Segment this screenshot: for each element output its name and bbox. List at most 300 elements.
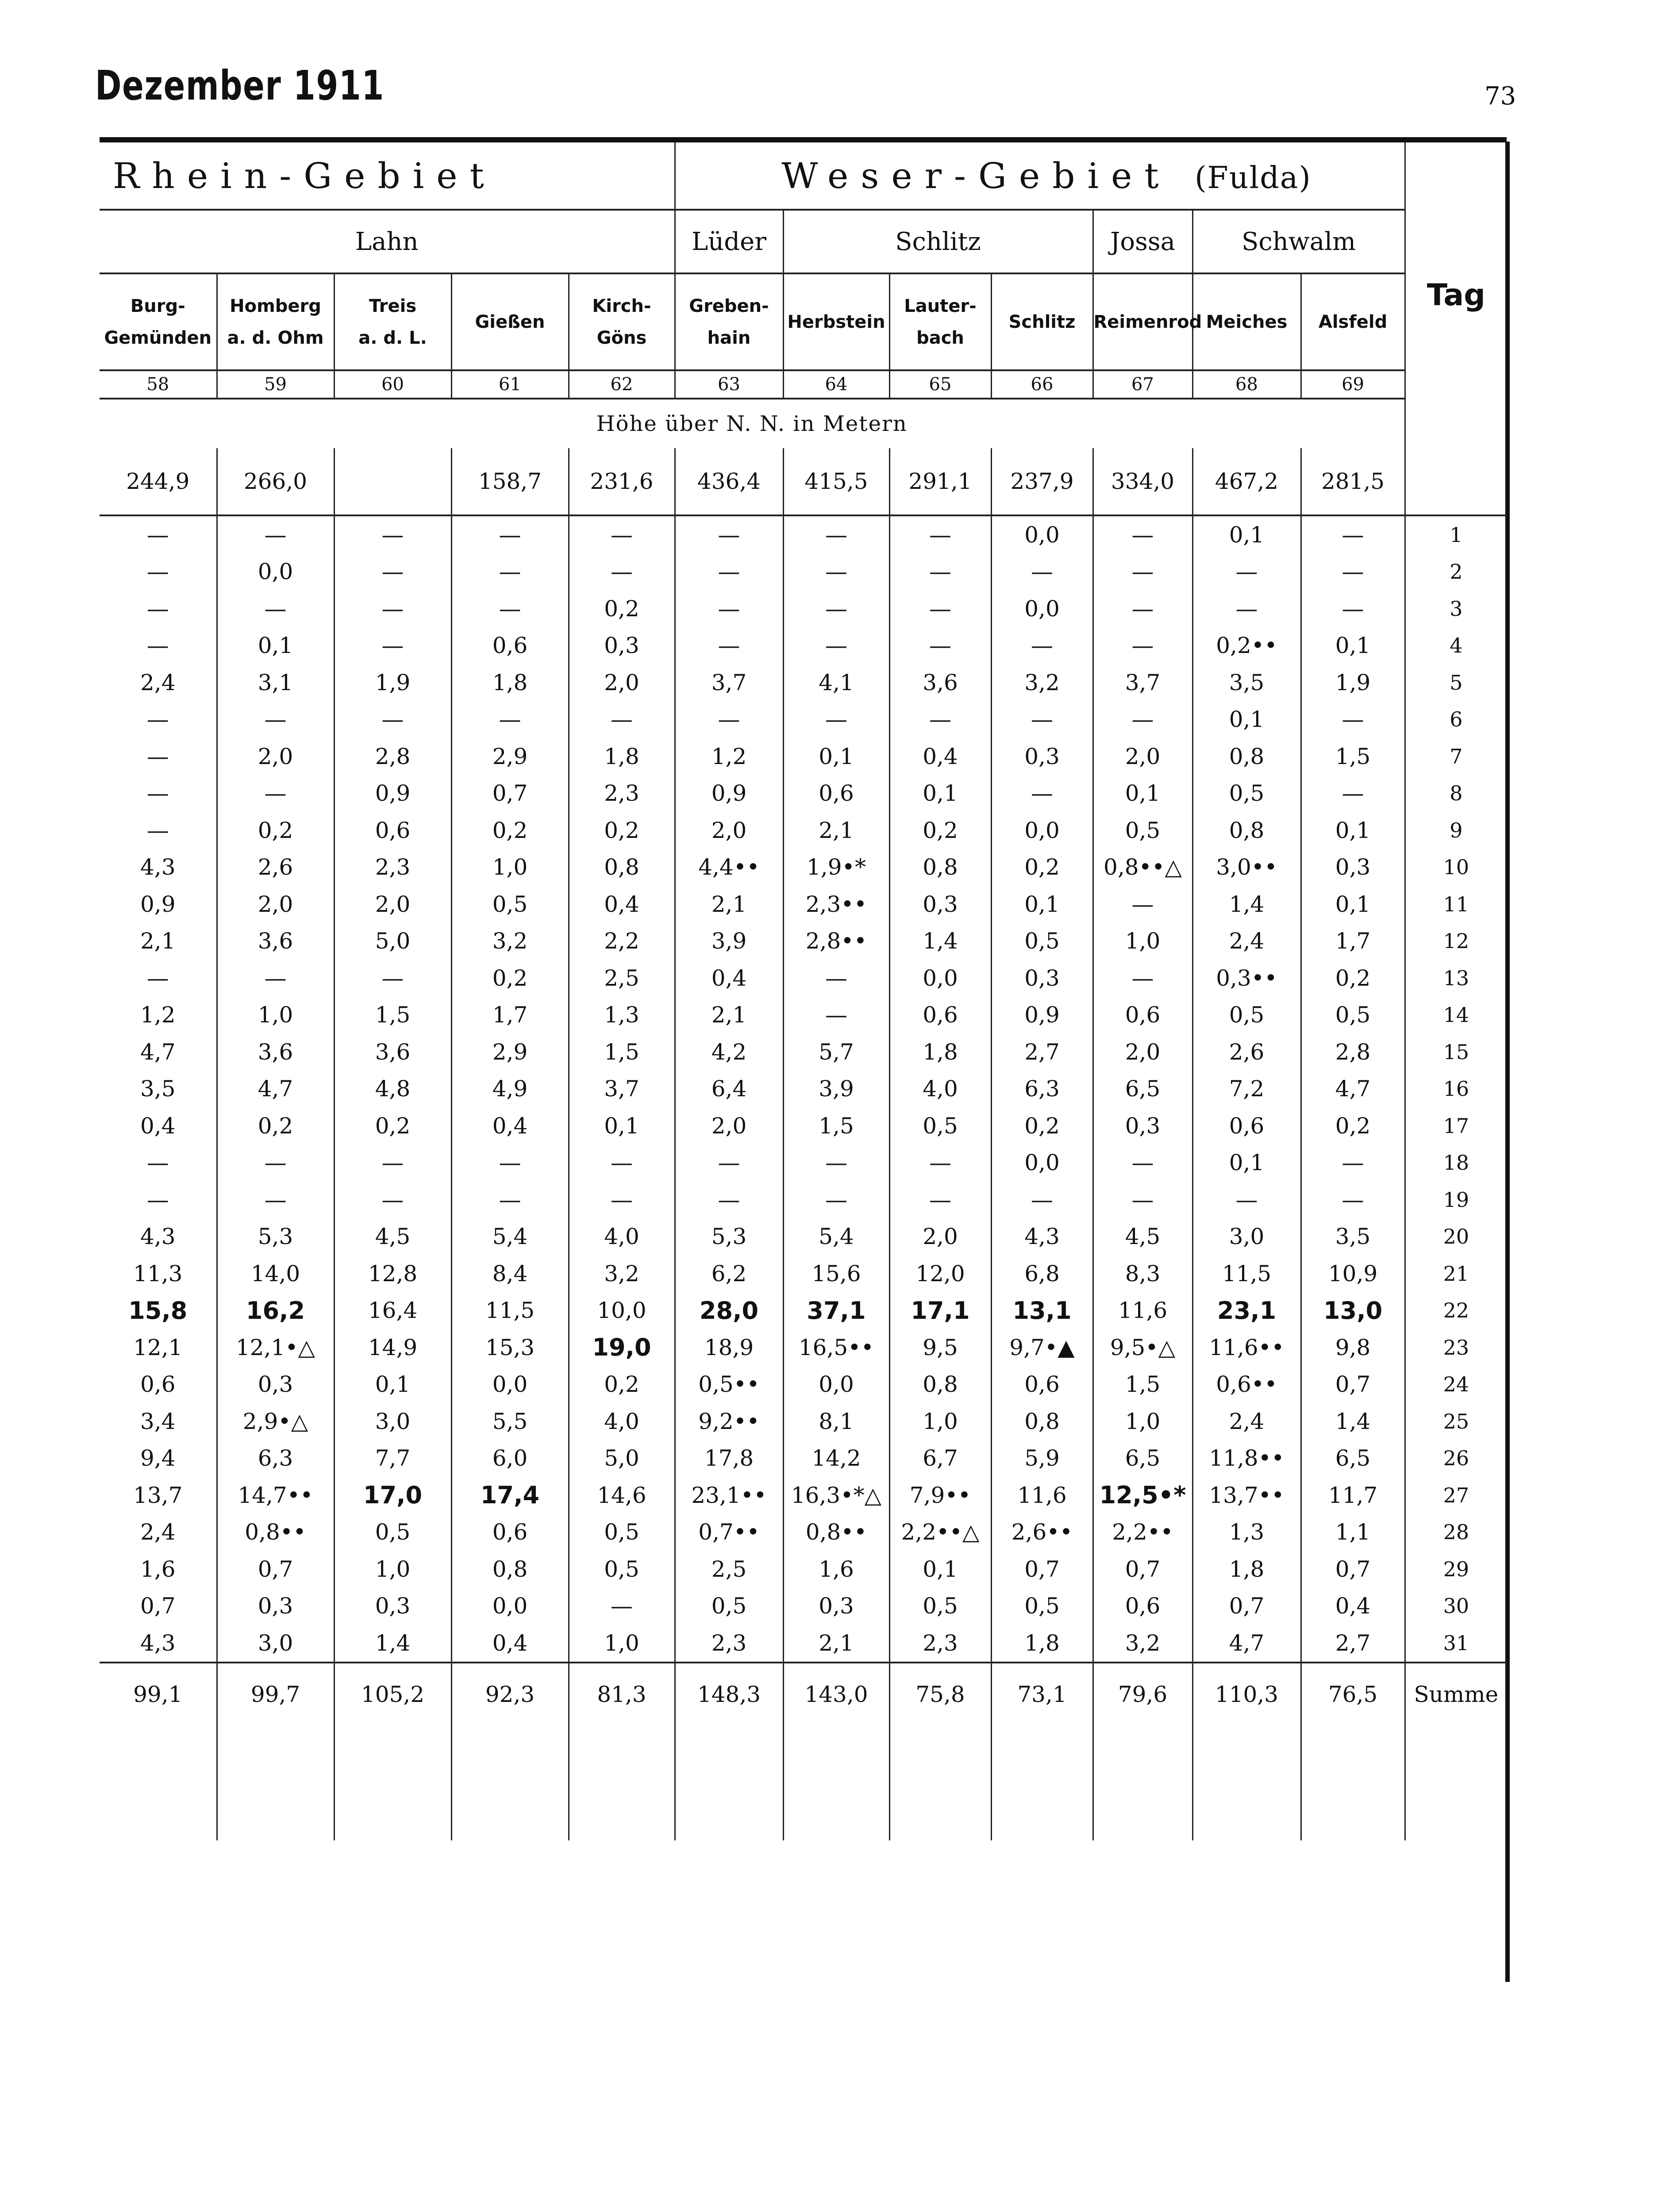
station-name [991, 273, 1093, 370]
value-cell: 1,6 [140, 1556, 176, 1582]
value-cell: 0,2 [217, 812, 334, 849]
day-row [100, 886, 1507, 923]
tag-column-header: Tag [1405, 140, 1507, 448]
value-cell: 6,7 [889, 1440, 991, 1477]
value-cell: 6,4 [675, 1071, 783, 1108]
value-cell: — [889, 515, 991, 553]
day-number: 5 [1405, 664, 1507, 701]
value-cell: 3,4 [140, 1408, 176, 1434]
value-cell: 0,2 [569, 1366, 675, 1403]
value-cell: — [1093, 515, 1192, 553]
station-sum: 148,3 [675, 1663, 783, 1725]
value-cell: 0,7 [1301, 1366, 1405, 1403]
value-cell: 1,8 [569, 738, 675, 775]
value-cell: 0,3 [991, 738, 1093, 775]
value-cell: 0,9 [991, 997, 1093, 1034]
value-cell: 0,1 [217, 627, 334, 664]
day-number: 16 [1405, 1071, 1507, 1108]
value-cell: — [334, 1181, 451, 1218]
value-cell: 4,2 [675, 1033, 783, 1071]
daily-values [100, 515, 1507, 1663]
sum-row [100, 1663, 1507, 1725]
value-cell: 17,4 [451, 1477, 569, 1514]
value-cell: 3,2 [1093, 1624, 1192, 1663]
value-cell: 13,7•• [1192, 1477, 1301, 1514]
value-cell: 18,9 [675, 1329, 783, 1366]
page-title: Dezember 1911 [95, 62, 385, 109]
blank-cell [675, 1725, 783, 1840]
value-cell: 4,7 [1192, 1624, 1301, 1663]
value-cell: 0,8 [451, 1551, 569, 1588]
value-cell: — [783, 960, 889, 997]
value-cell: 5,4 [451, 1218, 569, 1256]
station-number: 69 [1301, 370, 1405, 399]
value-cell: 1,5 [334, 997, 451, 1034]
value-cell: 2,0 [217, 738, 334, 775]
sum-label: Summe [1405, 1663, 1507, 1725]
value-cell: 0,0 [783, 1366, 889, 1403]
value-cell: 16,4 [334, 1292, 451, 1329]
value-cell: 0,2 [1301, 1107, 1405, 1144]
value-cell: 0,2 [451, 960, 569, 997]
value-cell: — [1192, 590, 1301, 627]
value-cell: 5,9 [991, 1440, 1093, 1477]
value-cell: 4,3 [140, 1630, 176, 1656]
value-cell: 2,0 [334, 886, 451, 923]
value-cell: 4,9 [451, 1071, 569, 1108]
value-cell: 10,0 [569, 1292, 675, 1329]
value-cell: — [783, 1144, 889, 1182]
value-cell: 5,5 [451, 1403, 569, 1440]
station-sum: 73,1 [991, 1663, 1093, 1725]
value-cell: 2,5 [569, 960, 675, 997]
station-elevation: 436,4 [675, 448, 783, 515]
value-cell: 0,6 [783, 775, 889, 812]
value-cell: 0,5 [1192, 997, 1301, 1034]
value-cell: 0,8•• [217, 1514, 334, 1551]
value-cell: 1,7 [451, 997, 569, 1034]
value-cell: — [217, 775, 334, 812]
value-cell: 3,9 [675, 923, 783, 960]
station-number: 63 [675, 370, 783, 399]
value-cell: 6,2 [675, 1255, 783, 1292]
value-cell: 2,3 [889, 1624, 991, 1663]
value-cell: 0,1 [783, 738, 889, 775]
value-cell: 0,8 [569, 849, 675, 886]
value-cell: 2,6 [217, 849, 334, 886]
value-cell: — [146, 780, 169, 806]
station-name-line1: Reimenrod [1093, 311, 1202, 332]
value-cell: — [1093, 960, 1192, 997]
value-cell: 7,9•• [889, 1477, 991, 1514]
value-cell: — [991, 553, 1093, 591]
value-cell: 2,6 [1192, 1033, 1301, 1071]
blank-cell [1405, 1725, 1507, 1840]
station-name-line1: Homberg [230, 296, 321, 316]
day-number: 24 [1405, 1366, 1507, 1403]
value-cell: 16,5•• [783, 1329, 889, 1366]
value-cell: — [334, 553, 451, 591]
value-cell: 17,8 [675, 1440, 783, 1477]
value-cell: 0,7 [1192, 1588, 1301, 1625]
value-cell: 0,3•• [1192, 960, 1301, 997]
value-cell: 1,9•* [783, 849, 889, 886]
blank-cell [783, 1725, 889, 1840]
value-cell: 3,7 [675, 664, 783, 701]
value-cell: — [146, 559, 169, 585]
value-cell: 0,5 [889, 1588, 991, 1625]
day-row [100, 1477, 1507, 1514]
elevation-row [100, 448, 1507, 515]
value-cell: 2,4 [140, 669, 176, 695]
value-cell: 3,2 [569, 1255, 675, 1292]
value-cell: 1,5 [783, 1107, 889, 1144]
value-cell: — [783, 997, 889, 1034]
value-cell: 0,5 [1301, 997, 1405, 1034]
value-cell: 0,3 [217, 1588, 334, 1625]
value-cell: 4,5 [334, 1218, 451, 1256]
value-cell: 0,9 [334, 775, 451, 812]
value-cell: — [889, 701, 991, 738]
value-cell: — [569, 1588, 675, 1625]
value-cell: 1,3 [569, 997, 675, 1034]
station-name [334, 273, 451, 370]
value-cell: 5,3 [675, 1218, 783, 1256]
station-elevation: 291,1 [889, 448, 991, 515]
value-cell: 3,0 [1192, 1218, 1301, 1256]
day-number: 30 [1405, 1588, 1507, 1625]
value-cell: 1,5 [1301, 738, 1405, 775]
value-cell: 0,0 [889, 960, 991, 997]
value-cell: — [146, 707, 169, 733]
day-row [100, 1292, 1507, 1329]
value-cell: 1,4 [889, 923, 991, 960]
value-cell: — [569, 701, 675, 738]
value-cell: 1,0 [217, 997, 334, 1034]
day-row [100, 812, 1507, 849]
value-cell: 0,8 [1192, 738, 1301, 775]
day-row [100, 1181, 1507, 1218]
value-cell: 3,9 [783, 1071, 889, 1108]
station-name [100, 273, 217, 370]
station-number: 68 [1192, 370, 1301, 399]
value-cell: 1,0 [451, 849, 569, 886]
station-number: 61 [451, 370, 569, 399]
value-cell: 1,8 [889, 1033, 991, 1071]
value-cell: 0,4 [451, 1624, 569, 1663]
value-cell: 4,7 [1301, 1071, 1405, 1108]
station-name-line2: a. d. Ohm [227, 327, 324, 348]
value-cell: 1,1 [1301, 1514, 1405, 1551]
day-number: 19 [1405, 1181, 1507, 1218]
station-number: 65 [889, 370, 991, 399]
value-cell: 2,1 [783, 1624, 889, 1663]
value-cell: 6,0 [451, 1440, 569, 1477]
day-row [100, 1218, 1507, 1256]
region-weser-sub: (Fulda) [1194, 160, 1311, 196]
value-cell: 1,0 [889, 1403, 991, 1440]
day-number: 21 [1405, 1255, 1507, 1292]
value-cell: 1,7 [1301, 923, 1405, 960]
value-cell: 6,5 [1301, 1440, 1405, 1477]
value-cell: 5,0 [569, 1440, 675, 1477]
value-cell: — [569, 1181, 675, 1218]
value-cell: 23,1 [1192, 1292, 1301, 1329]
value-cell: — [991, 775, 1093, 812]
value-cell: 2,0 [217, 886, 334, 923]
station-name-line1: Greben- [689, 296, 769, 316]
value-cell: 0,5 [991, 923, 1093, 960]
value-cell: — [783, 701, 889, 738]
value-cell: 0,8 [991, 1403, 1093, 1440]
value-cell: — [146, 965, 169, 991]
region-weser [675, 140, 1405, 210]
station-name-line1: Lauter- [904, 296, 977, 316]
value-cell: 2,0 [675, 1107, 783, 1144]
value-cell: 8,1 [783, 1403, 889, 1440]
value-cell: 0,3 [889, 886, 991, 923]
value-cell: 9,7•▲ [991, 1329, 1093, 1366]
day-row [100, 1624, 1507, 1663]
value-cell: 1,9 [1301, 664, 1405, 701]
value-cell: 0,0 [217, 553, 334, 591]
value-cell: 28,0 [675, 1292, 783, 1329]
value-cell: 0,8•• [783, 1514, 889, 1551]
value-cell: — [334, 1144, 451, 1182]
value-cell: — [146, 817, 169, 843]
value-cell: 4,0 [889, 1071, 991, 1108]
value-cell: — [1301, 553, 1405, 591]
value-cell: — [217, 960, 334, 997]
river-jossa: Jossa [1093, 210, 1192, 273]
station-name-line1: Schlitz [1008, 311, 1076, 332]
value-cell: — [146, 595, 169, 622]
precipitation-table [100, 137, 1507, 1840]
station-sum: 110,3 [1192, 1663, 1301, 1725]
value-cell: 0,4 [140, 1113, 176, 1139]
value-cell: 11,5 [451, 1292, 569, 1329]
value-cell: 13,0 [1301, 1292, 1405, 1329]
station-sum: 81,3 [569, 1663, 675, 1725]
value-cell: 15,8 [128, 1296, 188, 1325]
value-cell: 1,8 [991, 1624, 1093, 1663]
day-number: 11 [1405, 886, 1507, 923]
value-cell: 0,0 [451, 1366, 569, 1403]
station-name-line2: bach [916, 327, 964, 348]
value-cell: — [1093, 886, 1192, 923]
value-cell: 17,0 [334, 1477, 451, 1514]
value-cell: — [1301, 590, 1405, 627]
value-cell: 0,3 [1301, 849, 1405, 886]
day-number: 8 [1405, 775, 1507, 812]
value-cell: 4,4•• [675, 849, 783, 886]
value-cell: 2,0 [675, 812, 783, 849]
day-number: 17 [1405, 1107, 1507, 1144]
day-number: 31 [1405, 1624, 1507, 1663]
value-cell: 0,2 [889, 812, 991, 849]
value-cell: 11,8•• [1192, 1440, 1301, 1477]
value-cell: 0,8 [1192, 812, 1301, 849]
value-cell: 0,7 [217, 1551, 334, 1588]
station-elevation: 467,2 [1192, 448, 1301, 515]
value-cell: 1,5 [1093, 1366, 1192, 1403]
day-row [100, 1033, 1507, 1071]
value-cell: 2,0 [889, 1218, 991, 1256]
value-cell: 0,2 [991, 1107, 1093, 1144]
value-cell: 10,9 [1301, 1255, 1405, 1292]
blank-cell [334, 1725, 451, 1840]
value-cell: 0,1 [1192, 1144, 1301, 1182]
station-elevation [334, 448, 451, 515]
value-cell: 2,8•• [783, 923, 889, 960]
value-cell: 2,0 [1093, 738, 1192, 775]
value-cell: 0,9 [675, 775, 783, 812]
day-number: 28 [1405, 1514, 1507, 1551]
value-cell: — [1301, 515, 1405, 553]
station-name-line1: Burg- [130, 296, 185, 316]
station-sum: 99,1 [100, 1663, 217, 1725]
value-cell: 11,5 [1192, 1255, 1301, 1292]
value-cell: 0,5 [569, 1551, 675, 1588]
value-cell: 9,2•• [675, 1403, 783, 1440]
value-cell: 2,0 [1093, 1033, 1192, 1071]
station-name-line1: Kirch- [592, 296, 651, 316]
value-cell: — [569, 1144, 675, 1182]
value-cell: 2,4 [1192, 1403, 1301, 1440]
value-cell: 2,4 [140, 1519, 176, 1545]
value-cell: — [146, 743, 169, 769]
value-cell: 4,0 [569, 1218, 675, 1256]
day-number: 10 [1405, 849, 1507, 886]
station-sum: 79,6 [1093, 1663, 1192, 1725]
day-number: 3 [1405, 590, 1507, 627]
day-row [100, 923, 1507, 960]
value-cell: — [675, 1144, 783, 1182]
day-row [100, 1403, 1507, 1440]
value-cell: 1,4 [1301, 1403, 1405, 1440]
value-cell: 3,5 [1301, 1218, 1405, 1256]
value-cell: 11,7 [1301, 1477, 1405, 1514]
value-cell: 19,0 [569, 1329, 675, 1366]
day-row [100, 1514, 1507, 1551]
value-cell: 12,8 [334, 1255, 451, 1292]
value-cell: 0,8 [889, 1366, 991, 1403]
value-cell: 0,8 [889, 849, 991, 886]
value-cell: — [334, 701, 451, 738]
value-cell: — [334, 515, 451, 553]
value-cell: — [146, 633, 169, 659]
station-name-line2: Gemünden [104, 327, 212, 348]
page-number: 73 [1485, 82, 1516, 111]
value-cell: 2,3•• [783, 886, 889, 923]
value-cell: 0,4 [889, 738, 991, 775]
value-cell: — [217, 701, 334, 738]
value-cell: — [1192, 1181, 1301, 1218]
value-cell: 2,9 [451, 738, 569, 775]
value-cell: 3,6 [889, 664, 991, 701]
value-cell: 3,7 [569, 1071, 675, 1108]
value-cell: 1,6 [783, 1551, 889, 1588]
value-cell: 0,5 [1192, 775, 1301, 812]
value-cell: 0,7 [1093, 1551, 1192, 1588]
value-cell: 0,8••△ [1093, 849, 1192, 886]
day-number: 12 [1405, 923, 1507, 960]
value-cell: — [991, 701, 1093, 738]
value-cell: 0,1 [569, 1107, 675, 1144]
value-cell: — [889, 1181, 991, 1218]
value-cell: 15,6 [783, 1255, 889, 1292]
station-elevation: 244,9 [100, 448, 217, 515]
day-number: 26 [1405, 1440, 1507, 1477]
value-cell: 0,3 [569, 627, 675, 664]
value-cell: 2,1 [783, 812, 889, 849]
value-cell: — [1301, 1181, 1405, 1218]
value-cell: 0,6•• [1192, 1366, 1301, 1403]
value-cell: 0,3 [334, 1588, 451, 1625]
day-row [100, 1144, 1507, 1182]
value-cell: — [783, 627, 889, 664]
value-cell: 5,4 [783, 1218, 889, 1256]
value-cell: 2,6•• [991, 1514, 1093, 1551]
station-name-line1: Gießen [475, 311, 545, 332]
value-cell: — [451, 515, 569, 553]
value-cell: 9,4 [140, 1445, 176, 1471]
value-cell: 2,9•△ [217, 1403, 334, 1440]
value-cell: 3,0 [334, 1403, 451, 1440]
day-row [100, 553, 1507, 591]
value-cell: 4,5 [1093, 1218, 1192, 1256]
value-cell: — [1301, 701, 1405, 738]
value-cell: 1,8 [451, 664, 569, 701]
value-cell: — [334, 627, 451, 664]
value-cell: 14,2 [783, 1440, 889, 1477]
value-cell: 1,0 [1093, 923, 1192, 960]
value-cell: 4,0 [569, 1403, 675, 1440]
value-cell: 0,6 [451, 627, 569, 664]
value-cell: 1,9 [334, 664, 451, 701]
value-cell: 2,1 [140, 928, 176, 954]
day-number: 22 [1405, 1292, 1507, 1329]
value-cell: — [217, 515, 334, 553]
value-cell: 0,5 [334, 1514, 451, 1551]
value-cell: — [675, 701, 783, 738]
blank-cell [991, 1725, 1093, 1840]
station-sum: 76,5 [1301, 1663, 1405, 1725]
day-row [100, 701, 1507, 738]
station-elevation: 334,0 [1093, 448, 1192, 515]
value-cell: 0,5 [451, 886, 569, 923]
value-cell: — [334, 960, 451, 997]
value-cell: 0,1 [1301, 627, 1405, 664]
value-cell: — [889, 553, 991, 591]
value-cell: 2,1 [675, 886, 783, 923]
value-cell: 0,3 [783, 1588, 889, 1625]
day-number: 18 [1405, 1144, 1507, 1182]
day-row [100, 997, 1507, 1034]
value-cell: 2,7 [991, 1033, 1093, 1071]
value-cell: 0,2•• [1192, 627, 1301, 664]
value-cell: — [1301, 1144, 1405, 1182]
blank-cell [100, 1725, 217, 1840]
day-number: 7 [1405, 738, 1507, 775]
day-row [100, 590, 1507, 627]
value-cell: 12,0 [889, 1255, 991, 1292]
value-cell: 0,1 [1192, 701, 1301, 738]
value-cell: — [569, 515, 675, 553]
day-number: 20 [1405, 1218, 1507, 1256]
value-cell: 7,7 [334, 1440, 451, 1477]
value-cell: 1,2 [140, 1002, 176, 1028]
